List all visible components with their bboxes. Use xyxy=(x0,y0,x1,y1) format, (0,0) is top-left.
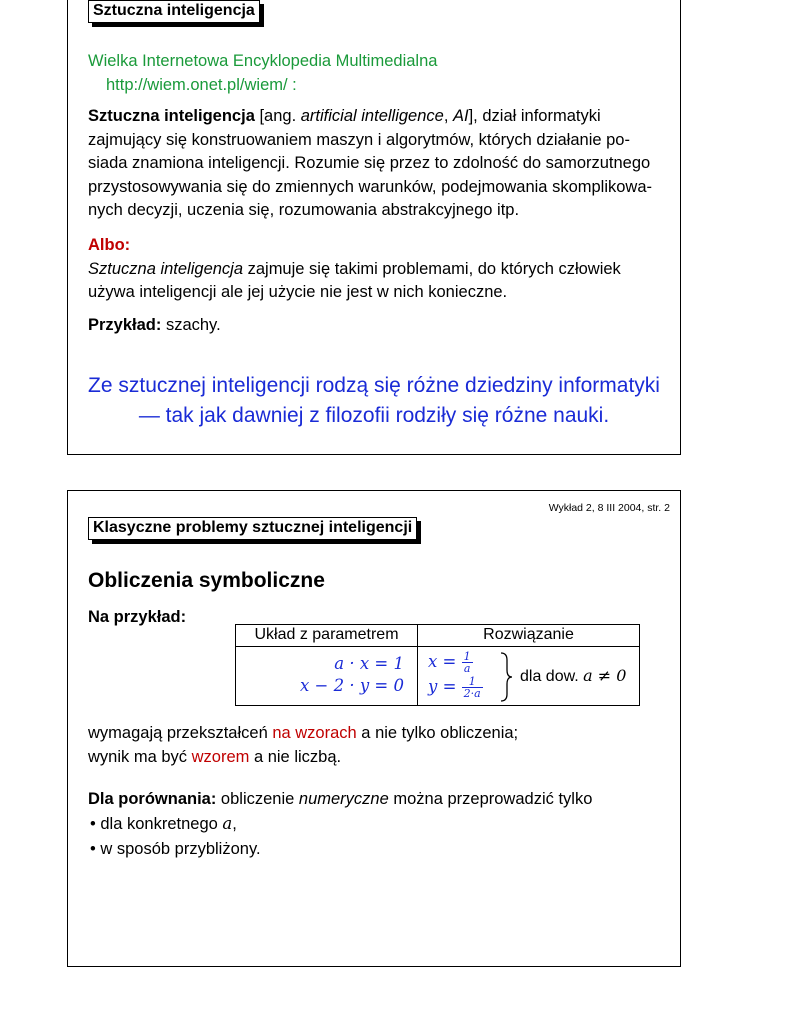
text: zajmuje się takimi problemami, do których człowiek xyxy=(243,259,621,278)
definition-line: siada znamiona inteligencji. Rozumie się przez to zdolność do samorzutnego xyxy=(88,154,651,172)
definition-line: przystosowywania się do zmiennych warunków, podejmowania skomplikowa- xyxy=(88,177,653,196)
solution-1 xyxy=(428,651,473,674)
bullet-icon: • xyxy=(90,840,96,858)
condition-math: a ≠ 0 xyxy=(583,666,627,685)
slide-title xyxy=(88,517,417,540)
comparison-label: Dla porównania: xyxy=(88,790,217,808)
numerator: 1 xyxy=(463,650,471,663)
equation-table xyxy=(235,624,640,706)
source-url[interactable]: http://wiem.onet.pl/wiem/ : xyxy=(106,75,297,94)
section-heading: Obliczenia symboliczne xyxy=(88,569,325,592)
text: a nie tylko obliczenia; xyxy=(356,724,519,742)
source-name xyxy=(88,50,437,97)
text: [ang. xyxy=(254,107,301,125)
text: , xyxy=(232,815,237,833)
solution-2 xyxy=(428,676,483,699)
list-item xyxy=(90,811,261,837)
slide-1 xyxy=(67,0,681,455)
text: wynik ma być xyxy=(88,747,192,766)
text: obliczenie xyxy=(216,790,299,808)
ai-abbrev: AI xyxy=(453,107,469,125)
text: a nie liczbą. xyxy=(249,747,342,766)
emphasis-numeric: numeryczne xyxy=(298,790,389,808)
condition-text: dla dow. xyxy=(520,668,584,685)
slide-title xyxy=(88,0,260,23)
table-header-rule xyxy=(236,646,639,647)
albo-line: używa inteligencji ale jej użycie nie jest w nich konieczne. xyxy=(88,283,508,301)
solution-lhs: x = xyxy=(428,652,457,671)
slide-header: Wykład 2, 8 III 2004, str. 2 xyxy=(548,502,670,514)
requirements-paragraph xyxy=(88,722,518,769)
list-item xyxy=(90,837,261,862)
highlight-line-2: — tak jak dawniej z filozofii rodziły się różne nauki. xyxy=(138,404,610,427)
definition-line: nych decyzji, uczenia się, rozumowania abstrakcyjnego itp. xyxy=(88,201,520,219)
slide-2 xyxy=(67,490,681,967)
solution-condition xyxy=(520,666,626,686)
highlight-line-1: Ze sztucznej inteligencji rodzą się różne dziedziny informatyki xyxy=(88,374,660,397)
definition-term: Sztuczna inteligencja xyxy=(88,107,255,125)
bullet-icon: • xyxy=(90,815,96,833)
bullet-text: dla konkretnego xyxy=(100,815,223,833)
albo-label: Albo: xyxy=(88,236,131,254)
bullet-text: w sposób przybliżony. xyxy=(100,840,261,858)
definition-line: zajmujący się konstruowaniem maszyn i algorytmów, których działanie po- xyxy=(88,130,630,149)
equation-system xyxy=(300,653,404,697)
equation-2: x − 2 · y = 0 xyxy=(300,676,404,695)
example-text: szachy. xyxy=(161,316,221,334)
text: , xyxy=(443,107,453,125)
slide-title-text: Klasyczne problemy sztucznej inteligencji xyxy=(93,519,413,536)
source-line-1: Wielka Internetowa Encyklopedia Multimedialna xyxy=(88,52,438,70)
example-line xyxy=(88,314,221,338)
denominator: 2·a xyxy=(463,687,481,700)
numerator: 1 xyxy=(462,676,483,688)
slide-title-text: Sztuczna inteligencja xyxy=(93,2,255,19)
table-header-system: Układ z parametrem xyxy=(254,626,399,643)
text: ], dział informatyki xyxy=(468,107,601,125)
text: wymagają przekształceń xyxy=(88,724,273,742)
table-header-solution: Rozwiązanie xyxy=(483,626,574,643)
definition-paragraph xyxy=(88,105,673,223)
right-brace-icon xyxy=(499,652,513,702)
equation-1: a · x = 1 xyxy=(334,654,404,673)
solution-lhs: y = xyxy=(428,677,457,696)
alternative-definition xyxy=(88,234,673,305)
albo-term: Sztuczna inteligencja xyxy=(88,259,244,278)
emphasis-formula: wzorem xyxy=(191,747,250,766)
example-label: Przykład: xyxy=(88,316,162,334)
example-label: Na przykład: xyxy=(88,608,187,626)
bullet-math: a xyxy=(222,814,233,833)
text: można przeprowadzić tylko xyxy=(388,790,593,808)
english-term: artificial intelligence xyxy=(300,107,444,125)
highlight-statement xyxy=(68,371,680,431)
bullet-list xyxy=(90,811,261,862)
comparison-line xyxy=(88,788,592,812)
denominator: a xyxy=(463,662,471,675)
emphasis-formulas: na wzorach xyxy=(272,724,357,742)
